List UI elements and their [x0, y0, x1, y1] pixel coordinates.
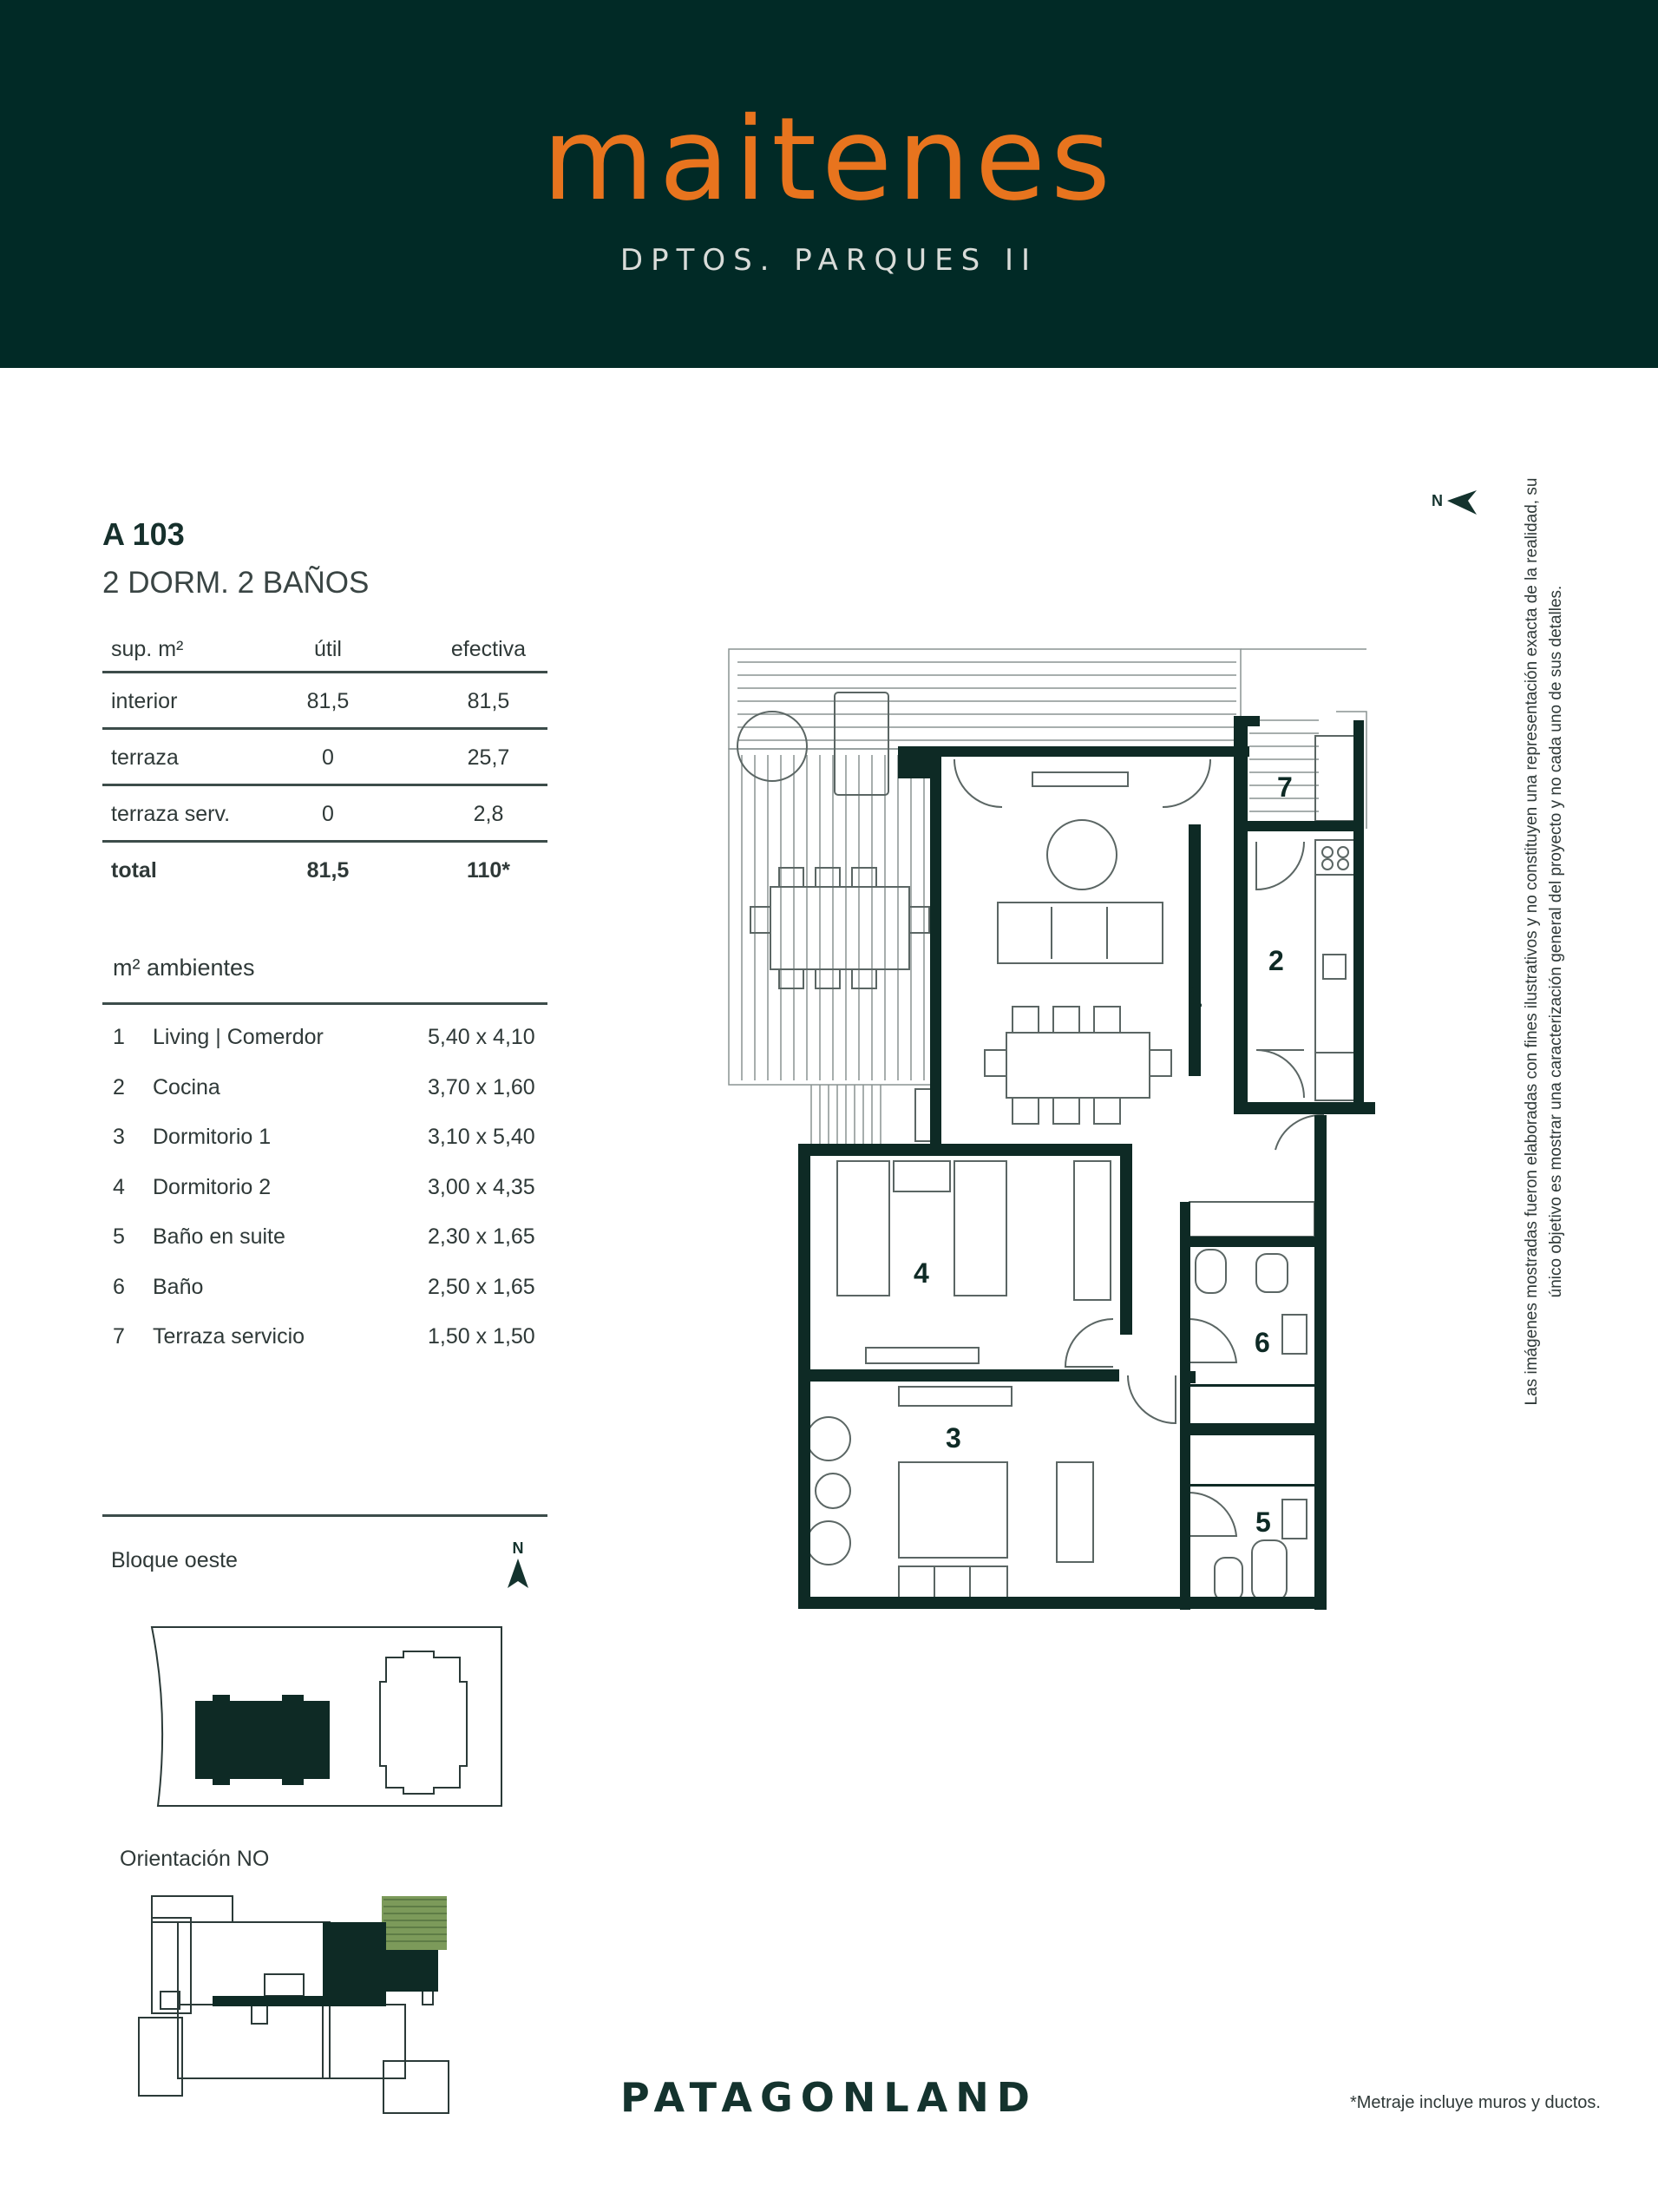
room-number: 4 — [113, 1174, 125, 1199]
room-number: 3 — [113, 1125, 125, 1149]
room-name: Dormitorio 2 — [153, 1174, 272, 1199]
room-dims: 2,30 x 1,65 — [428, 1224, 535, 1249]
room-name: Cocina — [153, 1074, 220, 1099]
unit-type: 2 DORM. 2 BAÑOS — [102, 566, 370, 600]
room-dims: 3,10 x 5,40 — [428, 1125, 535, 1149]
list-item — [102, 1119, 547, 1170]
room-label-2: 2 — [1268, 945, 1284, 976]
floor-plan — [711, 638, 1458, 1618]
room-dims: 2,50 x 1,65 — [428, 1274, 535, 1299]
room-name: Baño — [153, 1274, 204, 1299]
keyplan-unit — [178, 2005, 330, 2078]
row-label: total — [111, 858, 157, 883]
east-block-footprint — [380, 1651, 467, 1794]
corridor — [213, 1996, 386, 2006]
bloque-site-plan — [147, 1618, 512, 1818]
plan-north-arrow — [1414, 486, 1484, 529]
keyplan-unit — [323, 2005, 405, 2078]
room-label-5: 5 — [1255, 1506, 1271, 1538]
company-logo: PATAGONLAND — [620, 2074, 1038, 2121]
row-efectiva: 81,5 — [467, 689, 510, 713]
row-label: terraza — [111, 745, 179, 770]
area-table — [102, 632, 547, 896]
list-item — [102, 1170, 547, 1220]
ambientes-list — [102, 1020, 547, 1369]
row-efectiva: 110* — [466, 858, 511, 883]
table-row — [102, 786, 547, 843]
header-banner — [0, 0, 1658, 368]
room-dims: 1,50 x 1,50 — [428, 1324, 535, 1349]
room-label-1: 1 — [1187, 981, 1203, 1013]
terrace-decking — [729, 649, 1366, 1144]
table-row — [102, 673, 547, 730]
footnote: *Metraje incluye muros y ductos. — [1349, 2093, 1601, 2112]
room-number: 7 — [113, 1324, 125, 1349]
north-arrow-icon — [1447, 490, 1477, 515]
room-number: 2 — [113, 1074, 125, 1099]
north-arrow-icon — [508, 1559, 528, 1588]
room-name: Living | Comerdor — [153, 1025, 324, 1049]
plan-north-label: N — [1432, 492, 1443, 509]
unit-code: A 103 — [102, 516, 185, 552]
keyplan-unit — [252, 2005, 267, 2024]
keyplan-unit — [161, 1992, 180, 2009]
row-efectiva: 25,7 — [467, 745, 510, 770]
disclaimer-text: Las imágenes mostradas fueron elaboradas con fines ilustrativos y no constituyen una representación exacta de la realidad, su único objetivo es mostrar una caracterización general del proyecto y no cada uno de sus detalles. — [1523, 477, 1565, 1406]
keyplan-unit — [178, 1922, 330, 2005]
brand-subtitle: DPTOS. PARQUES II — [619, 243, 1039, 278]
west-block-footprint — [195, 1695, 330, 1785]
room-dims: 3,00 x 4,35 — [428, 1174, 535, 1199]
header-util: útil — [314, 637, 342, 661]
row-util: 81,5 — [306, 858, 350, 883]
row-efectiva: 2,8 — [473, 802, 504, 826]
room-number: 5 — [113, 1224, 125, 1249]
ambientes-title: m² ambientes — [113, 955, 255, 981]
room-label-6: 6 — [1255, 1327, 1270, 1358]
room-name: Baño en suite — [153, 1224, 285, 1249]
room-dims: 3,70 x 1,60 — [428, 1074, 535, 1099]
area-table-header — [102, 632, 547, 673]
bloque-north-arrow — [495, 1536, 538, 1597]
room-dims: 5,40 x 4,10 — [428, 1025, 535, 1049]
orientation-label: Orientación NO — [120, 1847, 270, 1871]
table-row — [102, 730, 547, 786]
brand-logo: maitenes — [542, 93, 1116, 226]
bloque-north-label: N — [512, 1539, 524, 1557]
row-util: 81,5 — [306, 689, 350, 713]
row-util: 0 — [322, 745, 334, 770]
room-label-3: 3 — [946, 1422, 961, 1454]
row-label: interior — [111, 689, 178, 713]
table-row-total — [102, 843, 547, 896]
row-label: terraza serv. — [111, 802, 231, 826]
list-item — [102, 1319, 547, 1369]
divider — [102, 1002, 547, 1005]
room-label-4: 4 — [914, 1257, 929, 1289]
room-number: 6 — [113, 1274, 125, 1299]
room-name: Dormitorio 1 — [153, 1125, 272, 1149]
divider — [102, 1514, 547, 1517]
keyplan-unit — [152, 1918, 191, 2013]
room-name: Terraza servicio — [153, 1324, 305, 1349]
list-item — [102, 1219, 547, 1270]
row-util: 0 — [322, 802, 334, 826]
header-sup: sup. m² — [111, 637, 184, 661]
header-efectiva: efectiva — [450, 637, 527, 661]
list-item — [102, 1020, 547, 1070]
list-item — [102, 1070, 547, 1120]
keyplan-unit — [265, 1974, 304, 1996]
bloque-label: Bloque oeste — [111, 1548, 238, 1572]
room-number: 1 — [113, 1025, 125, 1049]
room-label-7: 7 — [1277, 771, 1293, 803]
list-item — [102, 1270, 547, 1320]
